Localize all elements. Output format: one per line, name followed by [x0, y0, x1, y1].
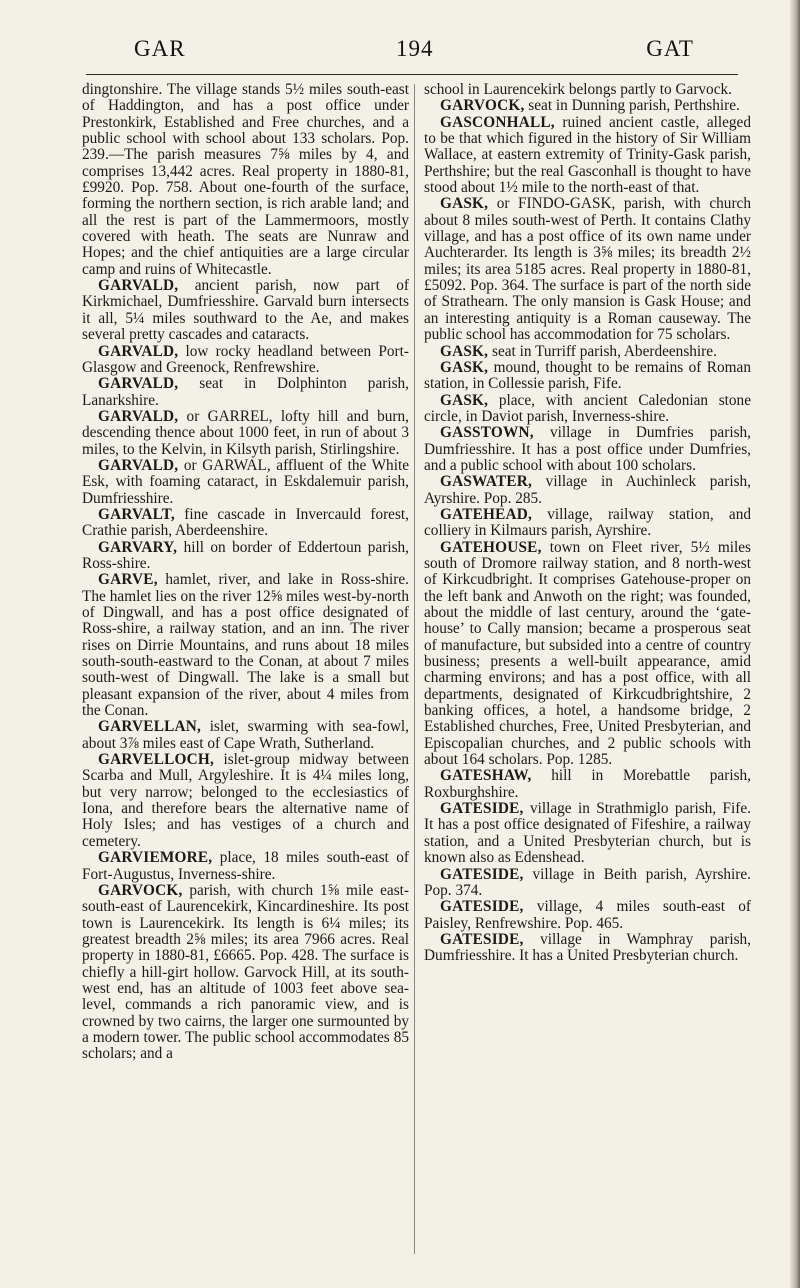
left-column — [82, 82, 409, 1063]
entry: GATESIDE, village in Beith parish, Ayrshire. Pop. 374. — [424, 865, 751, 899]
entry: GASK, seat in Turriff parish, Aberdeenshire. — [440, 342, 717, 360]
entry: GARVALT, fine cascade in Invercauld forest, Crathie parish, Aberdeenshire. — [82, 505, 409, 540]
entry: GARVALD, or GARREL, lofty hill and burn, descending thence about 1000 feet, in run of about 3 miles, to the Kelvin, in Kilsyth parish, Stirlingshire. — [82, 407, 409, 458]
entry: GARVELLAN, islet, swarming with sea-fowl, about 3⅞ miles east of Cape Wrath, Sutherland. — [82, 718, 409, 752]
entry: school in Laurencekirk belongs partly to Garvock. — [424, 81, 732, 98]
header-rule — [86, 74, 738, 75]
page-number: 194 — [396, 36, 434, 61]
header-right-guide-word: GAT — [646, 36, 694, 61]
entry: GARVARY, hill on border of Eddertoun parish, Ross-shire. — [82, 538, 409, 572]
running-header — [60, 36, 740, 72]
entry: GARVALD, or GARWAL, affluent of the White Esk, with foaming cataract, in Eskdalemuir parish, Dumfriesshire. — [82, 456, 409, 507]
entry: GASCONHALL, ruined ancient castle, alleged to be that which figured in the history of Sir William Wallace, at eastern extremity of Trinity-Gask parish, Perthshire; but the real Gasconhall is thought to have stood about 1½ mile to the north-east of that. — [424, 113, 751, 197]
entry: GARVALD, ancient parish, now part of Kirkmichael, Dumfriesshire. Garvald burn intersects it all, 5¼ miles southward to the Ae, and makes several pretty cascades and cataracts. — [82, 277, 409, 344]
entry: GARVALD, seat in Dolphinton parish, Lanarkshire. — [82, 375, 409, 409]
entry: GARVELLOCH, islet-group midway between Scarba and Mull, Argyleshire. It is 4¼ miles long, but very narrow; belonged to the ecclesiastics of Iona, and therefore bears the alternative name of Holy Isles; and has vestiges of a church and cemetery. — [82, 751, 409, 850]
entry: GARVE, hamlet, river, and lake in Ross-shire. The hamlet lies on the river 12⅝ miles west-by-north of Dingwall, and has a post office designated of Ross-shire, a railway station, and an inn. The river rises on Dirrie Mountains, and runs about 18 miles south-south-eastward to the Conan, at about 7 miles south-west of Dingwall. The lake is a small but pleasant expansion of the river, about 4 miles from the Conan. — [82, 571, 409, 720]
entry: GATESHAW, hill in Morebattle parish, Roxburghshire. — [424, 767, 751, 801]
entry: dingtonshire. The village stands 5½ miles south-east of Haddington, and has a post office under Prestonkirk, Established and Free churches, and a public school with school about 133 scholars. Pop. 239.—The parish measures 7⅝ miles by 4, and comprises 13,442 acres. Real property in 1880-81, £9920. Pop. 758. About one-fourth of the surface, forming the northern section, is rich arable land; and all the rest is part of the Lammermoors, mostly covered with heath. The seats are Nunraw and Hopes; and the chief antiquities are a large circular camp and ruins of Whitecastle. — [82, 81, 409, 278]
entry: GASSTOWN, village in Dumfries parish, Dumfriesshire. It has a post office under Dumfries, and a public school with about 100 scholars. — [424, 424, 751, 474]
entry: GATESIDE, village in Strathmiglo parish, Fife. It has a post office designated of Fifeshire, a railway station, and a United Presbyterian church, but is known also as Edenshead. — [424, 800, 751, 867]
entry: GARVOCK, seat in Dunning parish, Perthshire. — [440, 97, 740, 115]
right-column — [424, 82, 751, 965]
entry: GARVOCK, parish, with church 1⅝ mile east-south-east of Laurencekirk, Kincardineshire. Its post town is Laurencekirk. Its length is 6¼ miles; its greatest breadth 2⅝ miles; its area 7966 acres. Real property in 1880-81, £6665. Pop. 428. The surface is chiefly a hill-girt hollow. Garvock Hill, at its south-west end, has an altitude of 1003 feet above sea-level, commands a rich panoramic view, and is crowned by two cairns, the larger one surmounted by a modern tower. The public school accommodates 85 scholars; and a — [82, 881, 409, 1063]
entry: GARVIEMORE, place, 18 miles south-east of Fort-Augustus, Inverness-shire. — [82, 849, 409, 883]
entry: GARVALD, low rocky headland between Port-Glasgow and Greenock, Renfrewshire. — [82, 342, 409, 376]
entry: GASWATER, village in Auchinleck parish, Ayrshire. Pop. 285. — [424, 473, 751, 507]
page-edge-shadow — [790, 0, 800, 1288]
header-left-guide-word: GAR — [134, 36, 186, 61]
entry: GATEHOUSE, town on Fleet river, 5½ miles south of Dromore railway station, and 8 north-west of Kirkcudbright. It comprises Gatehouse-proper on the left bank and Anwoth on the right; was founded, about the middle of last century, around the ‘gate-house’ to Cally mansion; became a prosperous seat of manufacture, but subsided into a centre of country business; presents a well-built appearance, amid charming environs; and has a post office, with all departments, designated of Kirkcudbrightshire, 2 banking offices, a hotel, a handsome bridge, 2 Established churches, Free, United Presbyterian, and Episcopalian churches, and 2 public schools with about 164 scholars. Pop. 1285. — [424, 538, 751, 769]
entry: GATEHEAD, village, railway station, and colliery in Kilmaurs parish, Ayrshire. — [424, 505, 751, 540]
column-divider — [414, 84, 415, 1254]
entry: GATESIDE, village, 4 miles south-east of Paisley, Renfrewshire. Pop. 465. — [424, 898, 751, 932]
entry: GASK, or FINDO-GASK, parish, with church about 8 miles south-west of Perth. It contains Clathy village, and has a post office of its own name under Auchterarder. Its length is 3⅝ miles; its breadth 2½ miles; its area 5185 acres. Real property in 1880-81, £5092. Pop. 364. The surface is part of the north side of Strathearn. The only mansion is Gask House; and an interesting antiquity is a Roman causeway. The public school has accommodation for 75 scholars. — [424, 195, 751, 344]
entry: GATESIDE, village in Wamphray parish, Dumfriesshire. It has a United Presbyterian church. — [424, 930, 751, 965]
entry: GASK, place, with ancient Caledonian stone circle, in Daviot parish, Inverness-shire. — [424, 391, 751, 425]
entry: GASK, mound, thought to be remains of Roman station, in Collessie parish, Fife. — [424, 358, 751, 393]
